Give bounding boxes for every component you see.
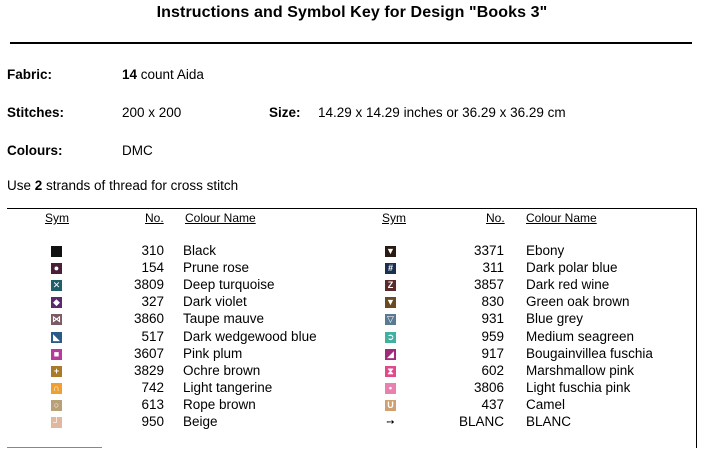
- key-row: [0, 346, 704, 363]
- key-row: [0, 329, 704, 346]
- ring-glyph: ○: [53, 399, 60, 410]
- colour-name: Dark violet: [183, 294, 247, 310]
- circle-glyph: ●: [53, 263, 60, 274]
- dmc-number: 3860: [133, 311, 164, 327]
- z-mark-icon: [385, 280, 396, 291]
- colour-name: Green oak brown: [526, 294, 630, 310]
- dmc-number: 154: [141, 260, 164, 276]
- header-sym-right: Sym: [382, 211, 406, 225]
- header-no-left: No.: [145, 211, 164, 225]
- dmc-number: 742: [141, 379, 164, 395]
- header-name-right: Colour Name: [526, 211, 597, 225]
- colour-name: Ebony: [526, 243, 565, 258]
- colour-name: Light tangerine: [183, 379, 273, 395]
- hash-glyph: #: [387, 263, 393, 274]
- header-no-right: No.: [486, 211, 505, 225]
- key-row: [0, 397, 704, 414]
- colour-name: Dark red wine: [526, 277, 610, 293]
- dmc-number: 613: [141, 396, 164, 412]
- hash-icon: [385, 263, 396, 274]
- colour-name: Deep turquoise: [183, 277, 275, 293]
- dmc-number: 3809: [133, 277, 164, 293]
- colour-name: Taupe mauve: [183, 311, 265, 327]
- down-triangle-glyph: ▼: [386, 297, 395, 308]
- square-glyph: ■: [53, 348, 60, 359]
- key-row: [0, 294, 704, 311]
- dmc-number: 437: [481, 396, 504, 412]
- colour-name: Prune rose: [183, 260, 250, 276]
- size-value: 14.29 x 14.29 inches or 36.29 x 36.29 cm: [318, 105, 566, 120]
- size-label: Size:: [269, 105, 301, 120]
- key-row: [0, 380, 704, 397]
- key-row: [0, 277, 704, 294]
- thread-note-pre: Use: [7, 178, 35, 193]
- colour-name: Dark wedgewood blue: [183, 328, 317, 344]
- wave-glyph: ➲: [386, 331, 395, 342]
- colour-name: Blue grey: [526, 311, 584, 327]
- dmc-number: 959: [481, 328, 504, 344]
- thread-note-post: strands of thread for cross stitch: [42, 178, 239, 193]
- wave-icon: [385, 332, 396, 343]
- dmc-number: 950: [141, 414, 164, 429]
- z-mark-glyph: Z: [387, 280, 394, 291]
- down-triangle-glyph: ▼: [386, 246, 395, 256]
- colour-name: Dark polar blue: [526, 260, 618, 276]
- dmc-number: 3607: [133, 345, 164, 361]
- half-triangle-icon: [385, 349, 396, 360]
- colour-name: BLANC: [526, 414, 572, 429]
- fabric-type: count Aida: [137, 67, 204, 82]
- dmc-number: 3806: [473, 379, 504, 395]
- thread-instruction: [7, 178, 238, 193]
- down-triangle-icon: [385, 246, 396, 257]
- down-triangle-outline-icon: [385, 314, 396, 325]
- dmc-number: 517: [141, 328, 164, 344]
- dmc-number: 931: [481, 311, 504, 327]
- dmc-number: 917: [481, 345, 504, 361]
- key-row: [0, 243, 704, 260]
- stitches-value: 200 x 200: [122, 105, 182, 120]
- dmc-number: 602: [481, 362, 504, 378]
- header-sym-left: Sym: [45, 211, 69, 225]
- dot-glyph: •: [388, 382, 393, 393]
- u-mark-icon: [385, 400, 396, 411]
- hourglass-glyph: ⧗: [387, 365, 394, 376]
- key-row: [0, 414, 704, 431]
- down-triangle-icon: [385, 297, 396, 308]
- colour-name: Black: [183, 243, 217, 258]
- arch-glyph: ∩: [53, 382, 60, 393]
- colour-name: Beige: [183, 414, 218, 429]
- colour-name: Bougainvillea fuschia: [526, 345, 653, 361]
- colour-name: Light fuschia pink: [526, 379, 631, 395]
- dmc-number: 310: [141, 243, 164, 258]
- dmc-number: 3857: [473, 277, 504, 293]
- thread-strand-count: 2: [34, 178, 43, 193]
- u-mark-glyph: U: [387, 399, 394, 410]
- colour-name: Camel: [526, 396, 566, 412]
- colours-value: DMC: [122, 143, 153, 158]
- dmc-number: 3371: [473, 243, 504, 258]
- dmc-number: 3829: [133, 362, 164, 378]
- colour-name: Medium seagreen: [526, 328, 635, 344]
- key-row: [0, 311, 704, 328]
- title-rule: [10, 42, 692, 44]
- key-row: [0, 260, 704, 277]
- table-bottom-line: [7, 447, 102, 448]
- diamond-glyph: ◆: [53, 297, 60, 308]
- fabric-count: 14: [122, 67, 138, 82]
- dmc-number: BLANC: [458, 414, 504, 429]
- triangle-glyph: ◣: [53, 331, 60, 342]
- key-row: [0, 363, 704, 380]
- colour-name: Marshmallow pink: [526, 362, 635, 378]
- header-name-left: Colour Name: [185, 211, 256, 225]
- x-mark-glyph: ✕: [52, 280, 61, 291]
- down-triangle-outline-glyph: ▽: [387, 314, 394, 325]
- fabric-label: Fabric:: [7, 67, 53, 82]
- arrow-icon: [385, 417, 396, 428]
- colour-name: Ochre brown: [183, 362, 261, 378]
- dmc-number: 311: [482, 260, 504, 276]
- dmc-number: 830: [481, 294, 504, 310]
- dmc-number: 327: [141, 294, 164, 310]
- plus-glyph: +: [53, 365, 60, 376]
- half-triangle-glyph: ◢: [387, 348, 394, 359]
- colour-name: Rope brown: [183, 396, 256, 412]
- arrow-glyph: ➙: [386, 416, 395, 428]
- dot-icon: [385, 383, 396, 394]
- fabric-value: [122, 67, 204, 82]
- bowtie-glyph: ⋈: [52, 314, 61, 325]
- colours-label: Colours:: [7, 143, 63, 158]
- stitches-label: Stitches:: [7, 105, 65, 120]
- page-title: Instructions and Symbol Key for Design "Books 3": [156, 4, 548, 21]
- hourglass-icon: [385, 366, 396, 377]
- corner-glyph: ┘: [53, 417, 60, 427]
- colour-name: Pink plum: [183, 345, 243, 361]
